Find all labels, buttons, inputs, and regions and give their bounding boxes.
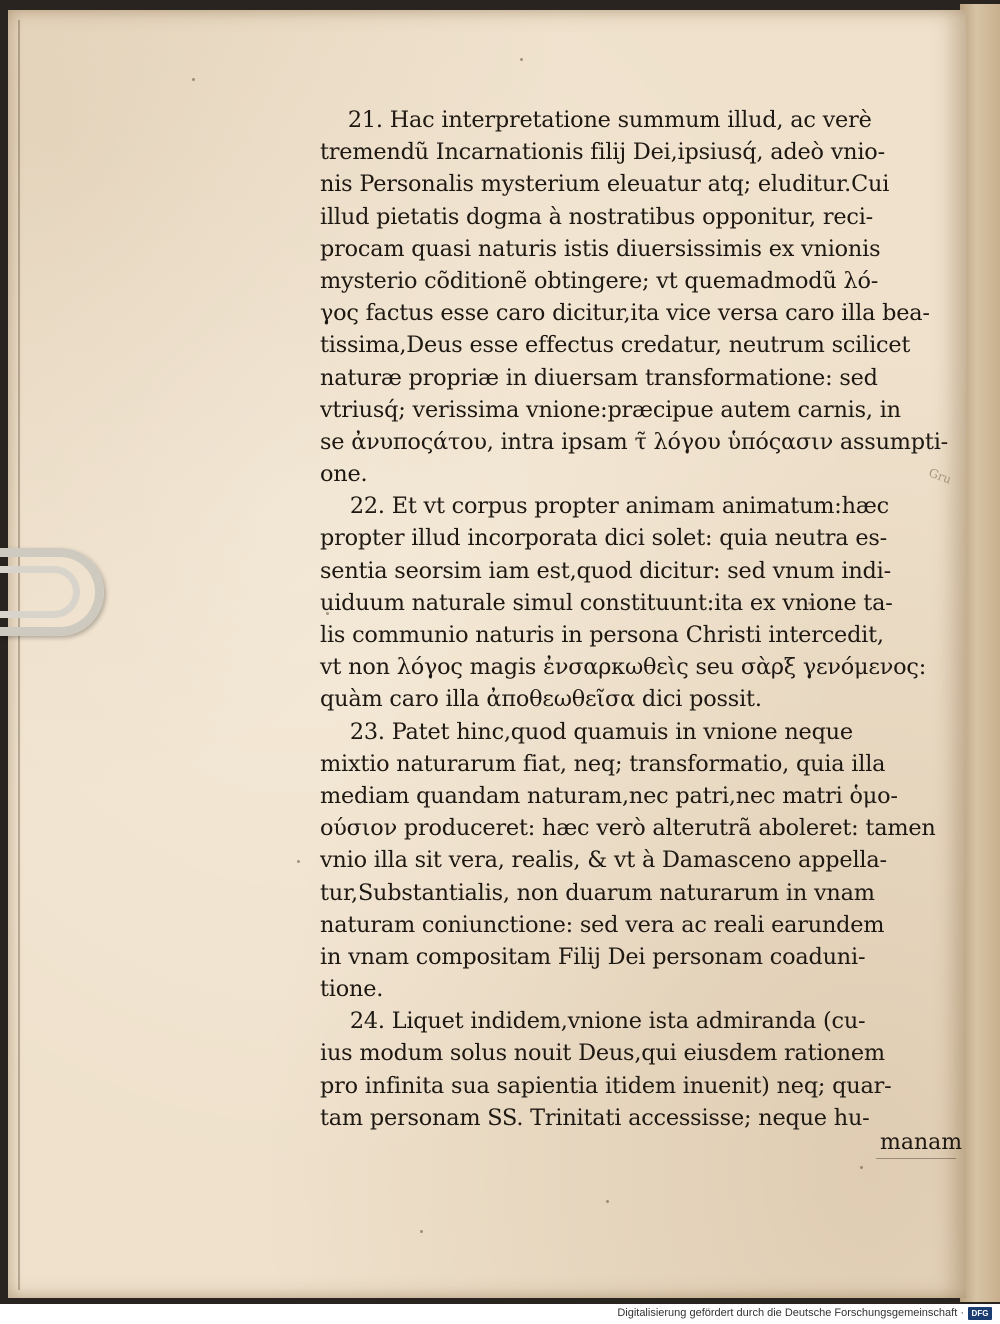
text-line: mysterio cõditionẽ obtingere; vt quemadmodũ λό- [320, 267, 879, 294]
text-line: vnio illa sit vera, realis, & vt à Damasceno appella- [320, 847, 887, 874]
text-line: sentia seorsim iam est,quod dicitur: sed vnum indi- [320, 557, 891, 584]
text-line: in vnam compositam Filij Dei personam coaduni- [320, 943, 866, 970]
text-line: illud pietatis dogma à nostratibus opponitur, reci- [320, 203, 874, 230]
text-line: 21. Hac interpretatione summum illud, ac verè [347, 107, 872, 133]
text-line: ούσιον produceret: hæc verò alterutrã aboleret: tamen [320, 815, 936, 842]
text-line: ius modum solus nouit Deus,qui eiusdem rationem [320, 1040, 885, 1067]
text-line: pro infinita sua sapientia itidem inuenit) neq; quar- [320, 1072, 892, 1099]
text-line: uiduum naturale simul constituunt:ita ex vnione ta- [320, 589, 893, 616]
text-line: vt non λόγος magis ἐνσαρκωθεὶς seu σὰρξ γενόμενος: [320, 654, 927, 681]
text-line: vtriusq́; verissima vnione:præcipue autem carnis, in [320, 396, 901, 423]
text-line: lis communio naturis in persona Christi intercedit, [320, 622, 884, 648]
page-gutter-line [18, 20, 20, 1290]
digitization-footer [0, 1304, 1000, 1324]
text-line: 23. Patet hinc,quod quamuis in vnione neque [349, 718, 853, 745]
footer-credit: Digitalisierung gefördert durch die Deutsche Forschungsgemeinschaft · [617, 1307, 964, 1319]
text-line: naturæ propriæ in diuersam transformatione: sed [320, 364, 878, 391]
text-line: γος factus esse caro dicitur,ita vice versa caro illa bea- [320, 300, 930, 327]
margin-annotation: Gru [926, 465, 954, 487]
text-line: nis Personalis mysterium eleuatur atq; eluditur.Cui [320, 171, 890, 198]
text-line: se ἀνυποςάτου, intra ipsam τ̃ λόγου ὑπόςασιν assumpti- [320, 428, 949, 455]
next-page-edge [960, 4, 1000, 1302]
text-line: propter illud incorporata dici solet: quia neutra es- [320, 525, 888, 552]
text-line: one. [320, 461, 368, 488]
catchword-rule [876, 1158, 956, 1159]
text-line: procam quasi naturis istis diuersissimis ex vnionis [320, 235, 881, 262]
text-line: tissima,Deus esse effectus credatur, neutrum scilicet [320, 332, 911, 359]
text-line: tam personam SS. Trinitati accessisse; neque hu- [320, 1104, 870, 1131]
text-line: tur,Substantialis, non duarum naturarum in vnam [320, 879, 875, 906]
text-line: mixtio naturarum fiat, neq; transformatio, quia illa [320, 750, 886, 777]
page-text [320, 104, 960, 1134]
text-line: 24. Liquet indidem,vnione ista admiranda (cu- [349, 1008, 866, 1035]
text-line: tremendũ Incarnationis filij Dei,ipsiusq́, adeò vnio- [320, 139, 885, 166]
text-line: naturam coniunctione: sed vera ac reali earundem [320, 911, 885, 938]
text-line: 22. Et vt corpus propter animam animatum:hæc [349, 493, 889, 520]
text-line: quàm caro illa ἀποθεωθεῖσα dici possit. [320, 686, 762, 713]
dfg-logo: DFG [968, 1307, 992, 1320]
paper-clip-inner-loop [0, 566, 80, 618]
text-line: tione. [320, 976, 384, 1003]
text-line: mediam quandam naturam,nec patri,nec matri ὁμο- [320, 782, 898, 809]
catchword: manam [880, 1130, 963, 1155]
